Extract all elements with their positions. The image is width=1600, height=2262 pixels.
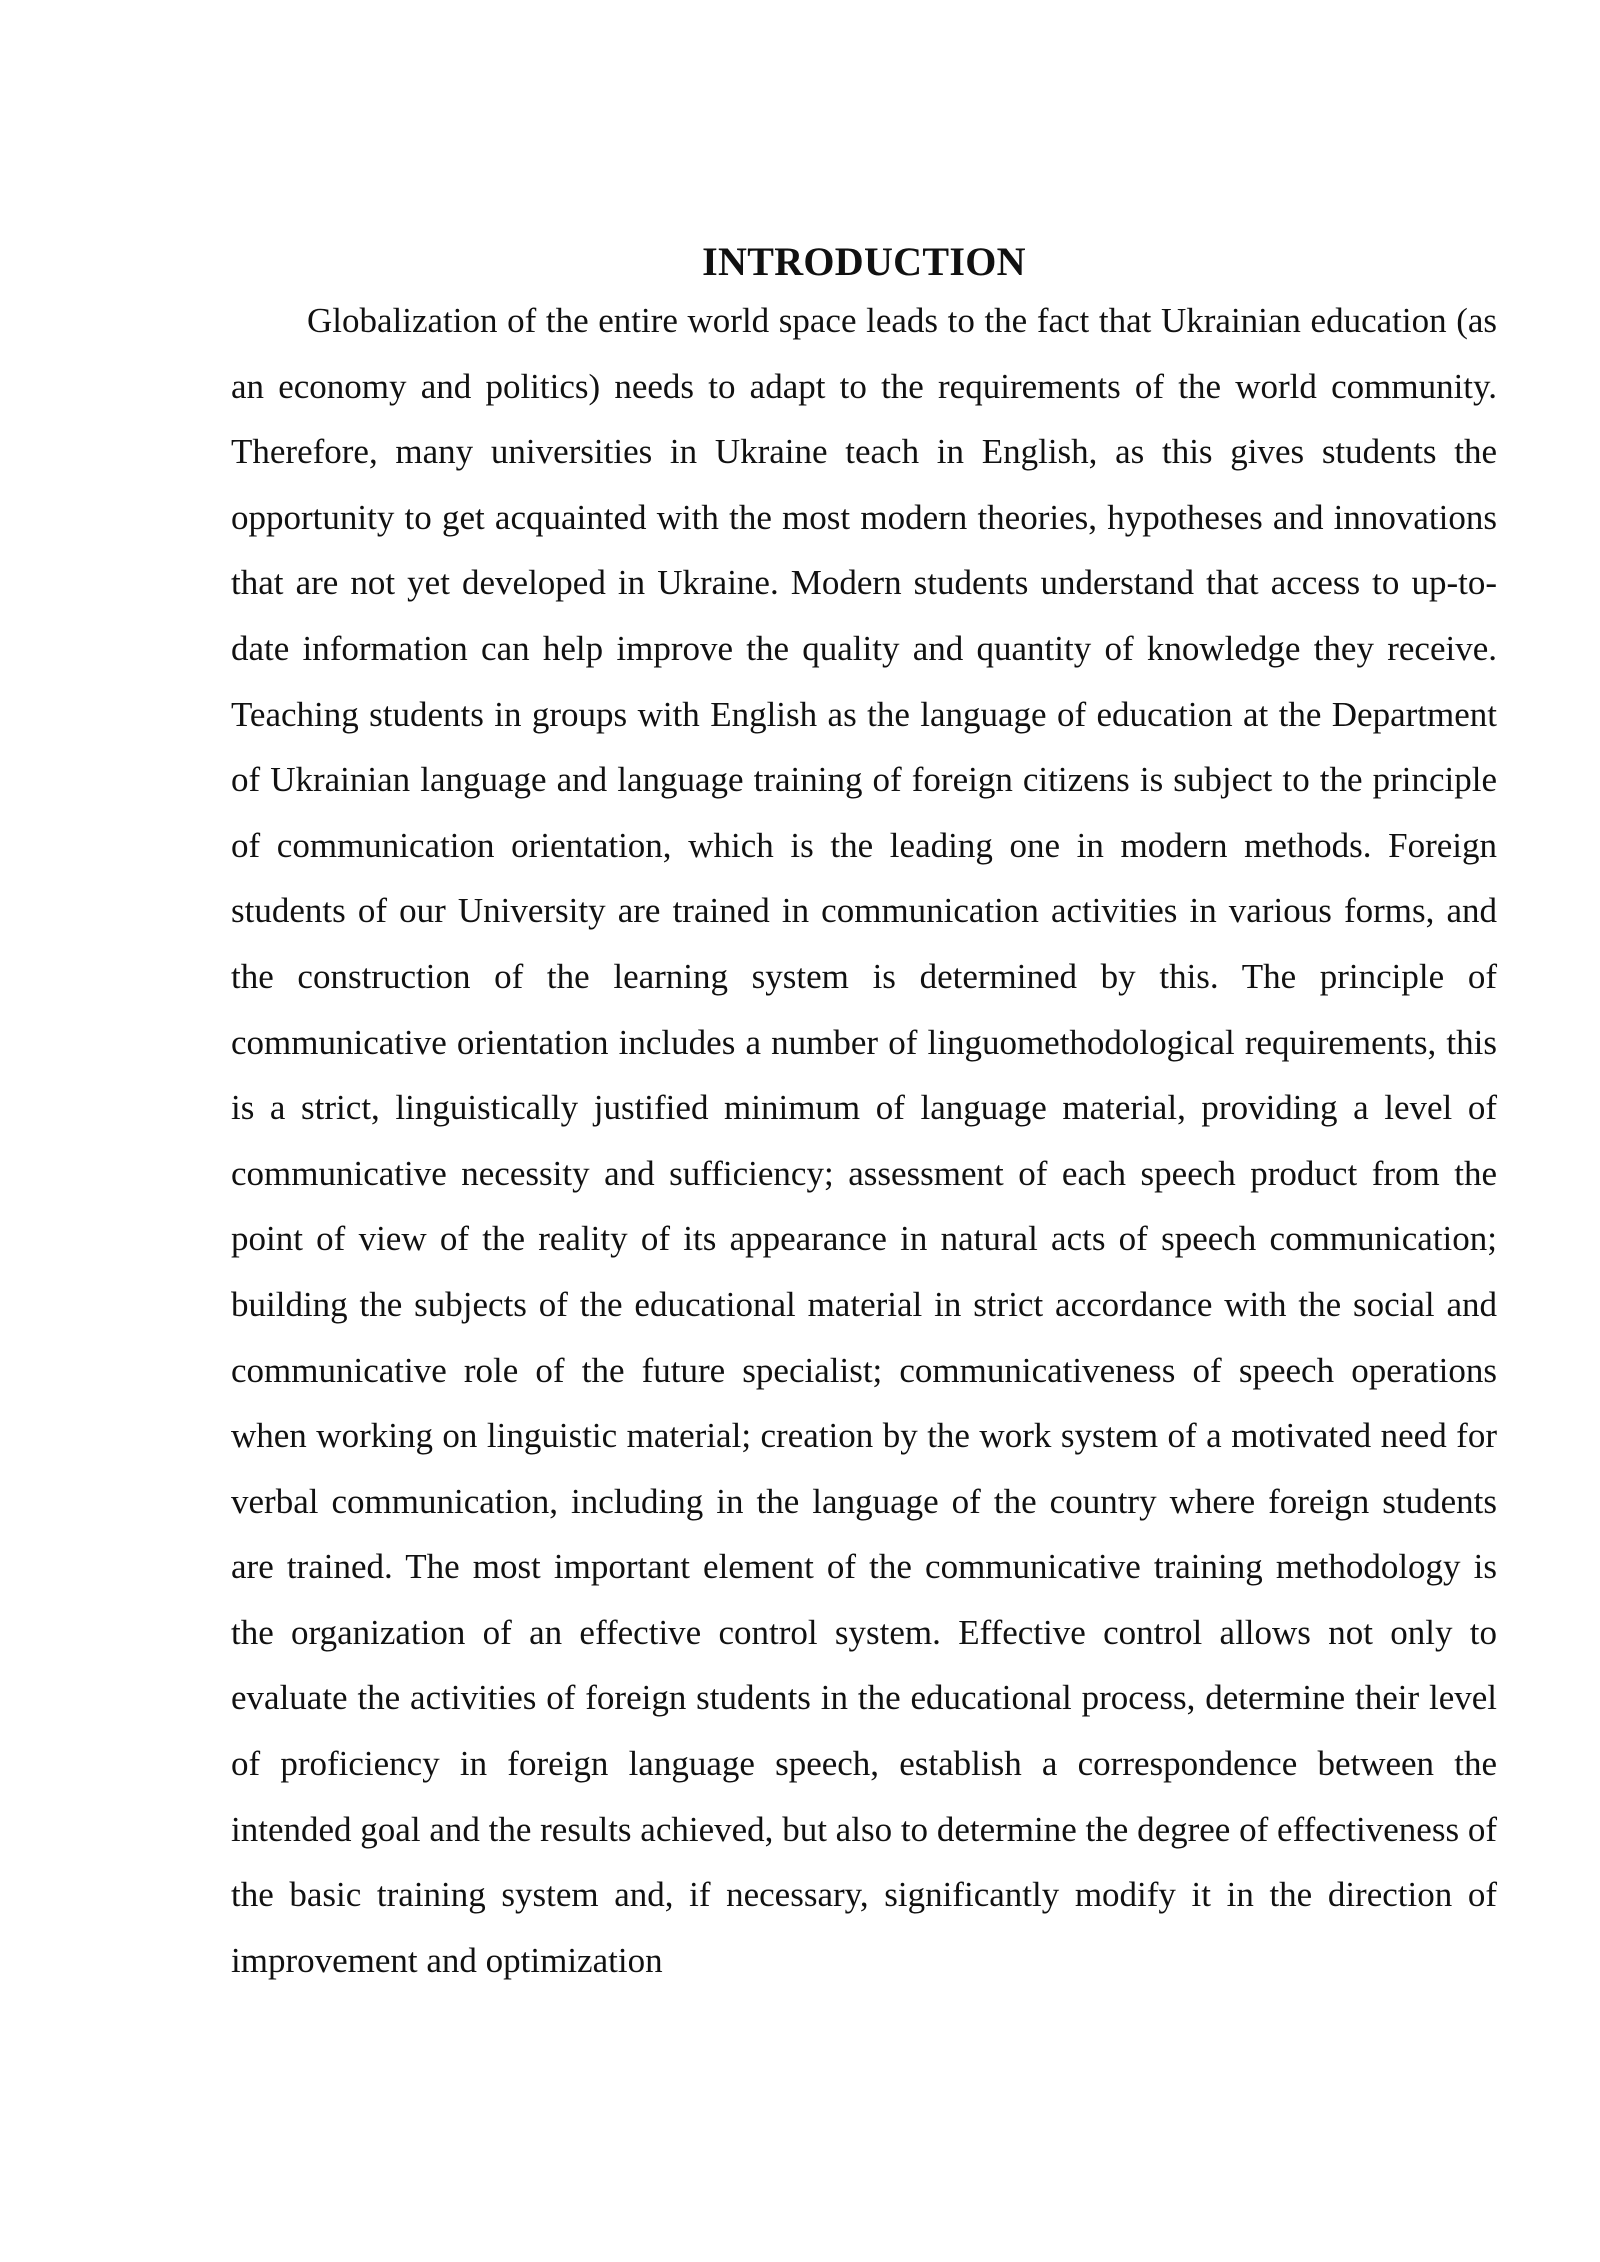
page-content [231, 236, 1497, 1993]
introduction-paragraph: Globalization of the entire world space leads to the fact that Ukrainian education (as an economy and politics) needs to adapt to the requirements of the world community. Therefore, many universities in Ukraine teach in English, as this gives students the opportunity to get acquainted with the most modern theories, hypotheses and innovations that are not yet developed in Ukraine. Modern students understand that access to up-to-date information can help improve the quality and quantity of knowledge they receive. Teaching students in groups with English as the language of education at the Department of Ukrainian language and language training of foreign citizens is subject to the principle of communication orientation, which is the leading one in modern methods. Foreign students of our University are trained in communication activities in various forms, and the construction of the learning system is determined by this. The principle of communicative orientation includes a number of linguomethodological requirements, this is a strict, linguistically justified minimum of language material, providing a level of communicative necessity and sufficiency; assessment of each speech product from the point of view of the reality of its appearance in natural acts of speech communication; building the subjects of the educational material in strict accordance with the social and communicative role of the future specialist; communicativeness of speech operations when working on linguistic material; creation by the work system of a motivated need for verbal communication, including in the language of the country where foreign students are trained. The most important element of the communicative training methodology is the organization of an effective control system. Effective control allows not only to evaluate the activities of foreign students in the educational process, determine their level of proficiency in foreign language speech, establish a correspondence between the intended goal and the results achieved, but also to determine the degree of effectiveness of the basic training system and, if necessary, significantly modify it in the direction of improvement and optimization [231, 301, 1497, 1980]
page-title: INTRODUCTION [702, 239, 1026, 284]
